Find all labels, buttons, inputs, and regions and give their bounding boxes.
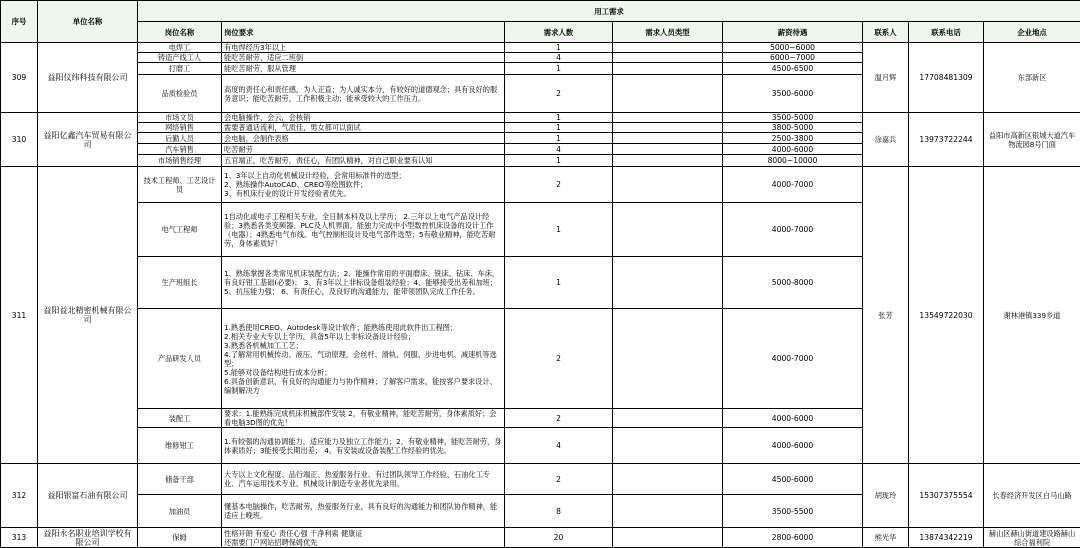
position-cell: 装配工 bbox=[138, 409, 222, 428]
type-cell bbox=[613, 528, 723, 548]
header-salary: 薪资待遇 bbox=[723, 22, 863, 43]
type-cell bbox=[613, 464, 723, 495]
count-cell: 20 bbox=[505, 528, 613, 548]
header-count: 需求人数 bbox=[505, 22, 613, 43]
type-cell bbox=[613, 144, 723, 155]
position-cell: 后勤人员 bbox=[138, 133, 222, 144]
position-cell: 网络销售 bbox=[138, 123, 222, 133]
salary-cell: 4500-6000 bbox=[723, 464, 863, 495]
header-phone: 联系电话 bbox=[909, 22, 984, 43]
company-name-cell: 益阳益北精密机械有限公司 bbox=[38, 167, 138, 464]
type-cell bbox=[613, 257, 723, 309]
type-cell bbox=[613, 123, 723, 133]
position-cell: 电气工程师 bbox=[138, 203, 222, 257]
header-contact: 联系人 bbox=[863, 22, 909, 43]
header-unit: 单位名称 bbox=[38, 1, 138, 43]
header-demand: 用工需求 bbox=[138, 1, 1080, 22]
requirement-cell: 能吃苦耐劳，适应二班倒 bbox=[222, 53, 505, 63]
requirement-cell: 1、3年以上自动化机械设计经验，会常用标准件的选型； 2、熟练操作AutoCAD、CREO等绘图软件； 3、有机床行业的设计开发经验者优先。 bbox=[222, 167, 505, 203]
type-cell bbox=[613, 53, 723, 63]
count-cell: 2 bbox=[505, 409, 613, 428]
contact-cell: 涂嘉兵 bbox=[863, 113, 909, 167]
requirement-cell: 性格开朗 有爱心 责任心强 干净利索 健康证 还需要门户网站招聘保姆优先 bbox=[222, 528, 505, 548]
requirement-cell: 需要普通话流利，气质佳，男女都可以面试 bbox=[222, 123, 505, 133]
salary-cell: 3500-5500 bbox=[723, 495, 863, 528]
requirement-cell: 1自动化或电子工程相关专业，全日制本科及以上学历； 2.三年以上电气产品设计经验；3熟悉各类变频器、PLC及人机界面，能独力完成中小型数控机床设备的设计工作（电器）；4熟悉电气布线。电气控制柜设计及电气部件选型；5有敬业精神，能吃苦耐劳，身体素质好！ bbox=[222, 203, 505, 257]
job-row bbox=[1, 528, 1080, 548]
requirement-cell: 五官端正，吃苦耐劳，责任心，有团队精神，对自己职业要有认知 bbox=[222, 155, 505, 167]
company-name-cell: 益阳永名职业培训学校有限公司 bbox=[38, 528, 138, 548]
position-cell: 生产班组长 bbox=[138, 257, 222, 309]
salary-cell: 2500-3800 bbox=[723, 133, 863, 144]
seq-cell: 310 bbox=[1, 113, 38, 167]
requirement-cell: 会电脑，会制作表格 bbox=[222, 133, 505, 144]
position-cell: 产品研发人员 bbox=[138, 309, 222, 409]
job-row bbox=[1, 464, 1080, 495]
position-cell: 技术工程师、工艺设计员 bbox=[138, 167, 222, 203]
salary-cell: 5000-8000 bbox=[723, 257, 863, 309]
contact-cell: 熊光华 bbox=[863, 528, 909, 548]
requirement-cell: 有电焊经历3年以上 bbox=[222, 43, 505, 53]
type-cell bbox=[613, 203, 723, 257]
address-cell: 东部新区 bbox=[984, 43, 1080, 113]
salary-cell: 3500-6000 bbox=[723, 75, 863, 113]
seq-cell: 312 bbox=[1, 464, 38, 528]
position-cell: 品质检验员 bbox=[138, 75, 222, 113]
seq-cell: 311 bbox=[1, 167, 38, 464]
company-name-cell: 益阳仪纬科技有限公司 bbox=[38, 43, 138, 113]
phone-cell: 15307375554 bbox=[909, 464, 984, 528]
header-seq: 序号 bbox=[1, 1, 38, 43]
phone-cell: 13973722244 bbox=[909, 113, 984, 167]
job-row bbox=[1, 113, 1080, 123]
requirement-cell: 吃苦耐劳 bbox=[222, 144, 505, 155]
address-cell: 谢林港镇339乡道 bbox=[984, 167, 1080, 464]
salary-cell: 4000-6000 bbox=[723, 144, 863, 155]
company-name-cell: 益阳亿鑫汽车贸易有限公司 bbox=[38, 113, 138, 167]
salary-cell: 4000-7000 bbox=[723, 203, 863, 257]
type-cell bbox=[613, 428, 723, 464]
type-cell bbox=[613, 309, 723, 409]
position-cell: 打磨工 bbox=[138, 63, 222, 75]
phone-cell: 17708481309 bbox=[909, 43, 984, 113]
count-cell: 4 bbox=[505, 144, 613, 155]
type-cell bbox=[613, 155, 723, 167]
job-row bbox=[1, 167, 1080, 203]
requirement-cell: 高度的责任心和责任感，为人正直；为人诚实本分，有较好的道德观念；具有良好的服务意识；能吃苦耐劳，工作积极主动；能承受较大的工作压力。 bbox=[222, 75, 505, 113]
count-cell: 2 bbox=[505, 464, 613, 495]
requirement-cell: 1.熟悉使用CREO、Autodesk等设计软件；能熟练使用此软件出工程图； 2.相关专业大专以上学历，具备5年以上非标设备设计经验； 3.熟悉各机械加工工艺； 4.了解常用机械传动、液压、气动原理，会丝杆、滑轨、伺服、步进电机、减速机等选型； 5.能够对设备结构进行成本分析； 6.具备创新意识，有良好的沟通能力与协作精神；了解客户需求，能按客户要求设计、编制解决方 bbox=[222, 309, 505, 409]
count-cell: 4 bbox=[505, 53, 613, 63]
type-cell bbox=[613, 113, 723, 123]
count-cell: 8 bbox=[505, 495, 613, 528]
seq-cell: 309 bbox=[1, 43, 38, 113]
requirement-cell: 大专以上文化程度、品行端正、热爱服务行业、有过团队领导工作经验、石油化工专业、汽车运用技术专业、机械设计制造专业者优先录用。 bbox=[222, 464, 505, 495]
position-cell: 储备干部 bbox=[138, 464, 222, 495]
position-cell: 市场文员 bbox=[138, 113, 222, 123]
job-row bbox=[1, 43, 1080, 53]
salary-cell: 5000~6000 bbox=[723, 43, 863, 53]
header-row-1 bbox=[1, 1, 1080, 22]
type-cell bbox=[613, 167, 723, 203]
position-cell: 市场销售经理 bbox=[138, 155, 222, 167]
count-cell: 1 bbox=[505, 203, 613, 257]
salary-cell: 8000~10000 bbox=[723, 155, 863, 167]
salary-cell: 4000-7000 bbox=[723, 309, 863, 409]
salary-cell: 4000-7000 bbox=[723, 167, 863, 203]
requirement-cell: 要求：1.能熟练完成机床机械部件安装 2，有敬业精神，能吃苦耐劳，身体素质好；会看电脑3D图的优先！ bbox=[222, 409, 505, 428]
address-cell: 赫山区赫山街道建设路赫山综合福利院 bbox=[984, 528, 1080, 548]
salary-cell: 4000-6000 bbox=[723, 409, 863, 428]
phone-cell: 13549722030 bbox=[909, 167, 984, 464]
seq-cell: 313 bbox=[1, 528, 38, 548]
type-cell bbox=[613, 63, 723, 75]
header-position: 岗位名称 bbox=[138, 22, 222, 43]
position-cell: 铸造产线工人 bbox=[138, 53, 222, 63]
salary-cell: 4000-6000 bbox=[723, 428, 863, 464]
position-cell: 加油员 bbox=[138, 495, 222, 528]
requirement-cell: 会电脑操作，会云，会核销 bbox=[222, 113, 505, 123]
count-cell: 1 bbox=[505, 133, 613, 144]
type-cell bbox=[613, 495, 723, 528]
count-cell: 1 bbox=[505, 63, 613, 75]
salary-cell: 3500-5000 bbox=[723, 113, 863, 123]
position-cell: 电焊工 bbox=[138, 43, 222, 53]
count-cell: 2 bbox=[505, 309, 613, 409]
requirement-cell: 1、熟练掌握各类常见机床装配方法；2、能操作常用的平面磨床、铣床、钻床、车床，有良好钳工基础(必要)； 3、有3年以上非标设备组装经验；4、能够接受出差和加班；5、抗压能力强； 6、有责任心，及良好的沟通能力，能带领团队完成工作任务。 bbox=[222, 257, 505, 309]
count-cell: 4 bbox=[505, 428, 613, 464]
contact-cell: 温月辉 bbox=[863, 43, 909, 113]
count-cell: 1 bbox=[505, 123, 613, 133]
type-cell bbox=[613, 75, 723, 113]
address-cell: 益阳市高新区银城大道汽车物流园8号门面 bbox=[984, 113, 1080, 167]
position-cell: 汽车销售 bbox=[138, 144, 222, 155]
header-address: 企业地点 bbox=[984, 22, 1080, 43]
count-cell: 1 bbox=[505, 257, 613, 309]
count-cell: 1 bbox=[505, 155, 613, 167]
count-cell: 2 bbox=[505, 167, 613, 203]
count-cell: 1 bbox=[505, 113, 613, 123]
contact-cell: 张芳 bbox=[863, 167, 909, 464]
salary-cell: 3800-5000 bbox=[723, 123, 863, 133]
company-name-cell: 益阳银富石油有限公司 bbox=[38, 464, 138, 528]
count-cell: 2 bbox=[505, 75, 613, 113]
contact-cell: 胡珑玲 bbox=[863, 464, 909, 528]
requirement-cell: 1.有较强的沟通协调能力，适应能力及独立工作能力；2，有敬业精神，能吃苦耐劳，身体素质好；3能接受长期出差； 4，有安装或设备装配工作经验的优先。 bbox=[222, 428, 505, 464]
salary-cell: 6000~7000 bbox=[723, 53, 863, 63]
position-cell: 维修钳工 bbox=[138, 428, 222, 464]
header-type: 需求人员类型 bbox=[613, 22, 723, 43]
count-cell: 1 bbox=[505, 43, 613, 53]
salary-cell: 4500-6500 bbox=[723, 63, 863, 75]
phone-cell: 13874342219 bbox=[909, 528, 984, 548]
salary-cell: 2800-6000 bbox=[723, 528, 863, 548]
requirement-cell: 懂基本电脑操作，吃苦耐劳，热爱服务行业，具有良好的沟通能力和团队协作精神，能适应上晚班。 bbox=[222, 495, 505, 528]
type-cell bbox=[613, 409, 723, 428]
type-cell bbox=[613, 43, 723, 53]
address-cell: 长春经济开发区白马山路 bbox=[984, 464, 1080, 528]
header-requirement: 岗位要求 bbox=[222, 22, 505, 43]
requirement-cell: 能吃苦耐劳，服从管理 bbox=[222, 63, 505, 75]
type-cell bbox=[613, 133, 723, 144]
header-row-2 bbox=[1, 22, 1080, 43]
position-cell: 保姆 bbox=[138, 528, 222, 548]
